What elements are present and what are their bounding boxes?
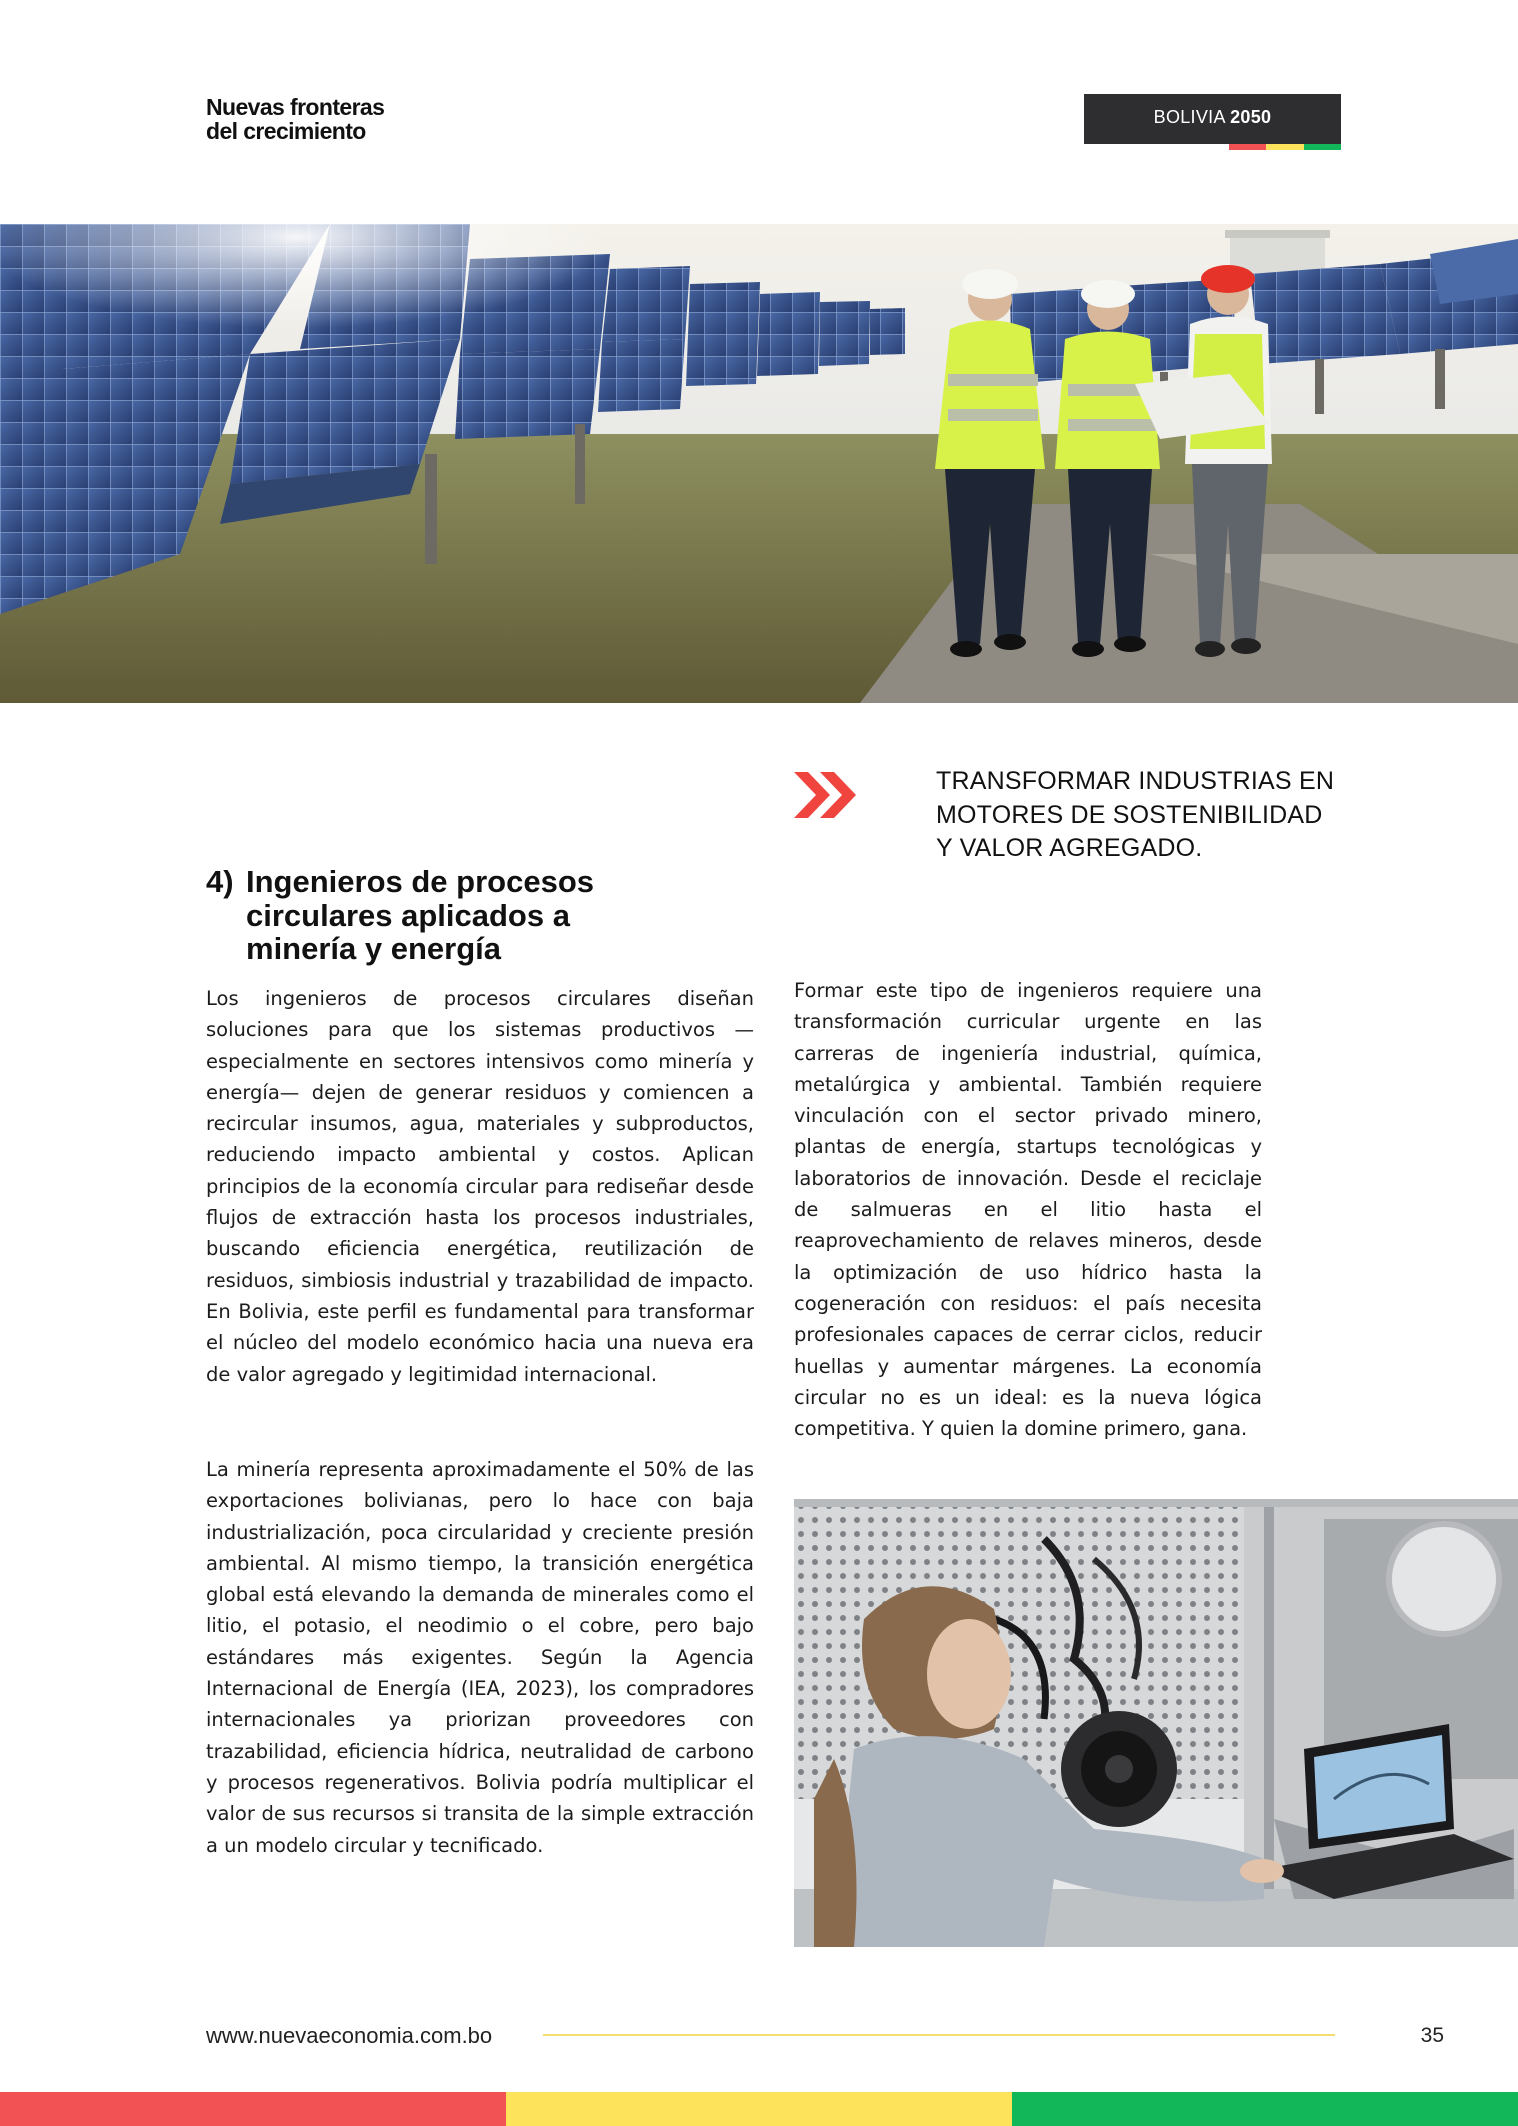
- right-paragraph-1: Formar este tipo de ingenieros requiere una transformación curricular urgente en las carreras de ingeniería industrial, química, metalúrgica y ambiental. También requiere vinculación con el sector privado minero, plantas de energía, startups tecnológicas y laboratorios de innovación. Desde el reciclaje de salmueras en el litio hasta el reaprovechamiento de relaves mineros, desde la optimización de uso hídrico hasta la cogeneración con residuos: el país necesita profesionales capaces de cerrar ciclos, reducir huellas y aumentar márgenes. La economía circular no es un ideal: es la nueva lógica competitiva. Y quien la domine primero, gana.: [794, 979, 1262, 1441]
- footer-website-url: www.nuevaeconomia.com.bo: [206, 2023, 493, 2048]
- section-title: Ingenieros de procesos circulares aplicados a minería y energía: [246, 864, 594, 966]
- lab-engineer-photo: [794, 1499, 1518, 1947]
- flag-stripe-green: [1304, 144, 1341, 150]
- brand-badge-text: [1084, 107, 1341, 128]
- footer-divider: [543, 2034, 1335, 2036]
- left-paragraph-1: Los ingenieros de procesos circulares diseñan soluciones para que los sistemas productivos —especialmente en sectores intensivos como minería y energía— dejen de generar residuos y comiencen a recircular insumos, agua, materiales y subproductos, reduciendo impacto ambiental y costos. Aplican principios de la economía circular para rediseñar desde flujos de extracción hasta los procesos industriales, buscando eficiencia energética, reutilización de residuos, simbiosis industrial y trazabilidad de impacto. En Bolivia, este perfil es fundamental para transformar el núcleo del modelo económico hacia una nueva era de valor agregado y legitimidad internacional.: [206, 987, 754, 1386]
- section-number: 4): [206, 864, 234, 899]
- left-paragraph-2: La minería representa aproximadamente el 50% de las exportaciones bolivianas, pero lo hace con baja industrialización, poca circularidad y creciente presión ambiental. Al mismo tiempo, la transición energética global está elevando la demanda de minerales como el litio, el potasio, el neodimio o el cobre, pero bajo estándares más exigentes. Según la Agencia Internacional de Energía (IEA, 2023), los compradores internacionales ya priorizan proveedores con trazabilidad, eficiencia hídrica, neutralidad de carbono y procesos regenerativos. Bolivia podría multiplicar el valor de sus recursos si transita de la simple extracción a un modelo circular y tecnificado.: [206, 1458, 754, 1857]
- bottom-flag-band: [0, 2092, 1518, 2126]
- band-yellow: [506, 2092, 1012, 2126]
- double-chevron-right-icon: [794, 772, 862, 818]
- band-red: [0, 2092, 506, 2126]
- brand-badge-year: 2050: [1230, 107, 1272, 127]
- solar-farm-illustration: [0, 224, 1518, 703]
- hero-photo-solar-farm: [0, 224, 1518, 703]
- band-green: [1012, 2092, 1518, 2126]
- flag-stripe-yellow: [1266, 144, 1303, 150]
- publication-title-line-2: del crecimiento: [206, 118, 366, 144]
- flag-stripe-red: [1229, 144, 1266, 150]
- page-number: 35: [1420, 2024, 1444, 2047]
- brand-badge: [1084, 94, 1341, 144]
- brand-badge-prefix: BOLIVIA: [1153, 107, 1231, 127]
- callout-text: TRANSFORMAR INDUSTRIAS EN MOTORES DE SOSTENIBILIDAD Y VALOR AGREGADO.: [936, 767, 1335, 862]
- section-heading: [206, 865, 626, 966]
- flag-stripes: [1229, 144, 1341, 150]
- publication-title: [206, 95, 384, 143]
- publication-title-line-1: Nuevas fronteras: [206, 94, 385, 120]
- lab-engineer-illustration: [794, 1499, 1518, 1947]
